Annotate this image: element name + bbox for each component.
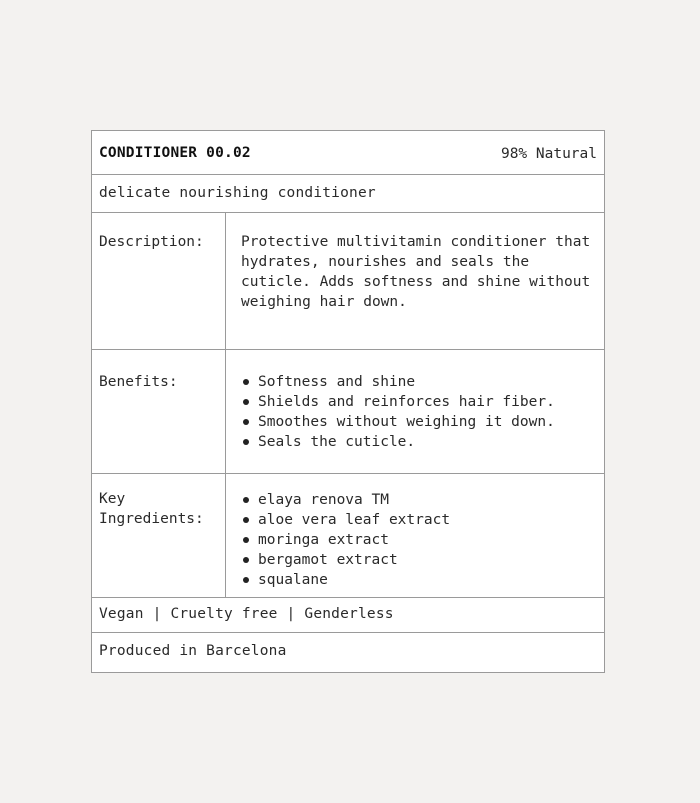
ingredients-list [241, 490, 596, 590]
bullet-icon [243, 439, 249, 445]
benefits-label: Benefits: [99, 374, 178, 390]
column-divider [225, 350, 226, 473]
benefit-text: Smoothes without weighing it down. [258, 414, 555, 430]
list-item [241, 372, 596, 392]
description-label: Description: [99, 234, 204, 250]
column-divider [225, 474, 226, 597]
list-item [241, 412, 596, 432]
product-subtitle-row [92, 175, 604, 213]
bullet-icon [243, 557, 249, 563]
origin-row [92, 633, 604, 672]
bullet-icon [243, 379, 249, 385]
product-subtitle: delicate nourishing conditioner [99, 185, 376, 201]
benefit-text: Softness and shine [258, 374, 416, 390]
ingredients-row [92, 474, 604, 598]
ingredients-label [99, 489, 219, 529]
ingredient-text: elaya renova TM [258, 492, 389, 508]
natural-percentage: 98% Natural [500, 146, 597, 162]
ingredient-text: aloe vera leaf extract [258, 512, 451, 528]
benefits-row [92, 350, 604, 474]
ingredient-text: bergamot extract [258, 552, 398, 568]
bullet-icon [243, 399, 249, 405]
ingredient-text: squalane [258, 572, 328, 588]
list-item [241, 570, 596, 590]
bullet-icon [243, 497, 249, 503]
benefits-list [241, 372, 596, 452]
list-item [241, 550, 596, 570]
product-tags: Vegan | Cruelty free | Genderless [99, 606, 394, 622]
bullet-icon [243, 577, 249, 583]
bullet-icon [243, 419, 249, 425]
product-origin: Produced in Barcelona [99, 643, 287, 659]
column-divider [225, 213, 226, 349]
bullet-icon [243, 537, 249, 543]
ingredient-text: moringa extract [258, 532, 389, 548]
benefit-text: Shields and reinforces hair fiber. [258, 394, 555, 410]
ingredients-label-line: Key [99, 491, 126, 507]
ingredients-list-container [241, 490, 596, 590]
ingredients-label-line: Ingredients: [99, 511, 204, 527]
list-item [241, 432, 596, 452]
label-header [92, 131, 604, 175]
bullet-icon [243, 517, 249, 523]
description-row [92, 213, 604, 350]
list-item [241, 530, 596, 550]
list-item [241, 490, 596, 510]
list-item [241, 392, 596, 412]
benefit-text: Seals the cuticle. [258, 434, 416, 450]
product-name: CONDITIONER 00.02 [99, 145, 251, 161]
list-item [241, 510, 596, 530]
product-label-card [91, 130, 605, 673]
description-text: Protective multivitamin conditioner that hydrates, nourishes and seals the cuticle. Adds softness and shine without weighing hair down. [241, 234, 591, 310]
benefits-list-container [241, 372, 596, 452]
tags-row [92, 598, 604, 633]
